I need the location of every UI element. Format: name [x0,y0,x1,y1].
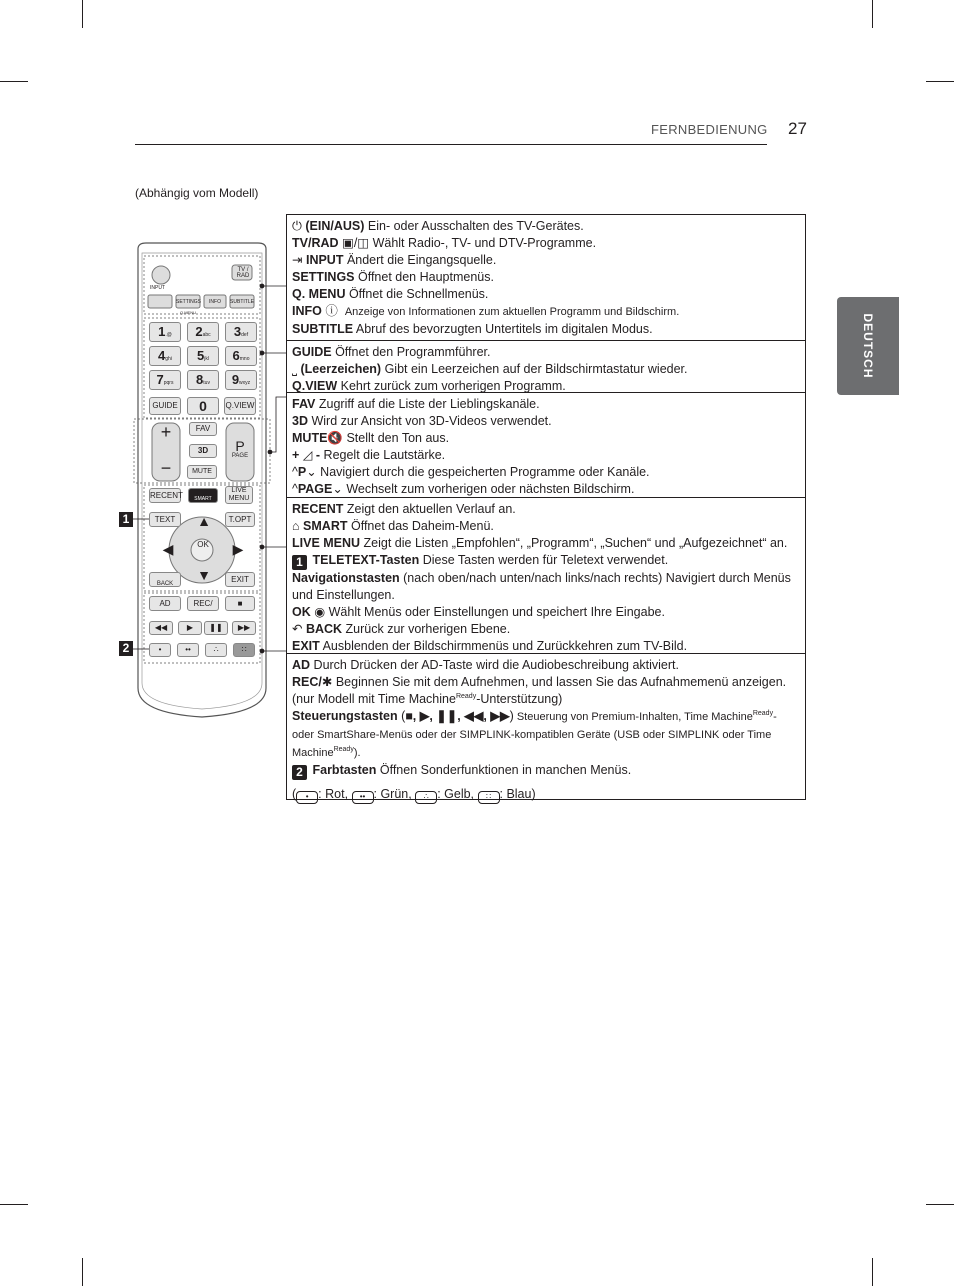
remote-livemenu-key: LIVE MENU [225,486,253,504]
row-fav-group: FAV Zugriff auf die Liste der Lieblingskanäle. 3D Wird zur Ansicht von 3D-Videos verwendet. MUTE🔇 Stellt den Ton aus. + ◿ - Regelt die Lautstärke. ^P⌄ Navigiert durch die gespeicherten Programme oder Kanäle. ^PAGE⌄ Wechselt zum vorherigen oder nächsten Bildschirm. [287,392,805,497]
row-power-group: ⏻ (EIN/AUS) Ein- oder Ausschalten des TV-Gerätes. TV/RAD ▣/◫ Wählt Radio-, TV- und DTV-Programme. ⇥ INPUT Ändert die Eingangsquelle. SETTINGS Öffnet den Hauptmenüs. Q. MENU Öffnet die Schnellmenüs. INFO ⓘ Anzeige von Informationen zum aktuellen Programm und Bildschirm. SUBTITLE Abruf des bevorzugten Untertitels im digitalen Modus. [292,219,680,336]
remote-back-key: BACK [149,572,181,587]
yellow-button-icon: ∴ [415,791,437,804]
remote-letters-label: jkl [204,356,209,362]
remote-recent-key: RECENT [149,488,181,503]
remote-number-label: 3 [233,324,242,339]
remote-subtitle-key: SUBTITLE [230,299,254,305]
remote-number-label: 7 [156,372,164,387]
remote-info-key: INFO [209,299,221,305]
callout-badge-2: 2 [119,641,133,656]
input-icon: ⇥ [292,253,303,267]
remote-qview-key: Q.VIEW [224,397,256,415]
remote-red-key: • [149,643,171,657]
callout-badge-2: 2 [292,765,307,780]
remote-ok-key: OK [197,540,209,549]
playback-icons: ■, ▶, ❚❚, ◀◀, ▶▶ [405,709,510,723]
remote-blue-key: ∷ [233,643,255,657]
page-number: 27 [788,119,807,138]
remote-letters-label: ghi [165,356,172,362]
remote-smart-key: SMART [188,488,218,503]
callout-badge-1: 1 [119,512,133,527]
info-icon: ⓘ [325,304,338,318]
remote-letters-label: def [241,332,249,338]
remote-down-key: ▼ [197,567,211,583]
remote-letters-label: pqrs [163,380,174,386]
remote-mute-key: MUTE [187,465,217,479]
remote-green-key: •• [177,643,199,657]
remote-play-key: ▶ [178,621,202,635]
remote-letters-label: tuv [203,380,210,386]
remote-volume-plus: + [160,422,172,442]
remote-number-label: 5 [197,348,205,363]
remote-pause-key: ❚❚ [204,621,228,635]
remote-forward-key: ▶▶ [232,621,256,635]
remote-3d-key: 3D [189,444,217,458]
mute-icon: 🔇 [327,431,343,445]
row-recent-group: RECENT Zeigt den aktuellen Verlauf an. ⌂ SMART Öffnet das Daheim-Menü. LIVE MENU Zeigt die Listen „Empfohlen“, „Programm“, „Suchen“ und „Aufgezeichnet“ an. 1 TELETEXT-Tasten Diese Tasten werden für Teletext verwendet. Navigationstasten (nach oben/nach unten/nach links/nach rechts) Navigiert durch Menüs und Einstellungen. OK ◉ Wählt Menüs oder Einstellungen und speichert Ihre Eingabe. ↶ BACK Zurück zur vorherigen Ebene. EXIT Ausblenden der Bildschirmmenüs und Zurückkehren zum TV-Bild. [287,497,805,653]
red-button-icon: • [296,791,318,804]
remote-right-key: ▶ [232,541,244,557]
tv-radio-icon: ▣/◫ [342,236,370,250]
language-tab-label: DEUTSCH [861,313,875,379]
remote-number-label: 4 [158,348,166,363]
remote-text-key: TEXT [149,512,181,527]
remote-qmenu-label: Q.MENU [180,310,196,315]
space-icon: ⎵ [292,362,298,376]
remote-topt-key: T.OPT [225,512,255,527]
ok-icon: ◉ [314,605,326,619]
rec-icon: ✱ [321,675,333,689]
remote-number-label: 2 [195,324,203,339]
remote-letters-label: wxyz [239,380,251,386]
remote-volume-minus: − [160,458,172,478]
remote-rewind-key: ◀◀ [149,621,173,635]
remote-zero-key: 0 [187,397,219,415]
remote-fav-key: FAV [189,422,217,436]
remote-up-key: ▲ [197,513,211,529]
remote-number-label: 1 [158,324,166,339]
remote-p-label: P [235,438,245,454]
remote-letters-label: abc [202,332,211,338]
section-title: FERNBEDIENUNG [651,122,768,137]
remote-left-key: ◀ [162,541,174,557]
remote-letters-label: mno [239,356,250,362]
callout-badge-1: 1 [292,555,307,570]
volume-icon: ◿ [302,448,313,462]
remote-input-key: INPUT [150,285,165,291]
row-guide-group: GUIDE Öffnet den Programmführer. ⎵ (Leerzeichen) Gibt ein Leerzeichen auf der Bildschirmtastatur wieder. Q.VIEW Kehrt zurück zum vorherigen Programm. [287,340,805,392]
remote-number-label: 6 [232,348,240,363]
home-icon: ⌂ [292,519,300,533]
remote-letters-label: .@ [165,332,172,338]
remote-yellow-key: ∴ [205,643,227,657]
remote-number-label: 8 [196,372,204,387]
description-table [286,214,806,800]
blue-button-icon: ∷ [478,791,500,804]
back-icon: ↶ [292,622,303,636]
remote-settings-key: SETTINGS [176,299,202,305]
row-ad-group: AD Durch Drücken der AD-Taste wird die Audiobeschreibung aktiviert. REC/✱ Beginnen Sie mit dem Aufnehmen, und lassen Sie das Aufnahmemenü anzeigen. (nur Modell mit Time Machine$^{Ready}$-Unterstützung) Steuerungstasten (■, ▶, ❚❚, ◀◀, ▶▶) Steuerung von Premium-Inhalten, Time Machine$^{Ready}$- oder SmartShare-Menüs oder der SIMPLINK-kompatiblen Geräte (USB oder SIMPLINK oder Time Machine$^{Ready}$). 2 Farbtasten Öffnen Sonderfunktionen in manchen Menüs. ( • : Rot, •• : Grün, ∴ : Gelb, ∷ : Blau) [287,653,805,799]
remote-stop-key: ■ [225,596,255,611]
remote-tvrad-key: TV / RAD [236,267,250,279]
remote-number-label: 9 [231,372,240,387]
remote-page-label: PAGE [231,453,249,459]
remote-rec-key: REC/ [187,596,219,611]
model-note: (Abhängig vom Modell) [135,186,259,200]
remote-exit-key: EXIT [225,572,255,587]
remote-ad-key: AD [149,596,181,611]
green-button-icon: •• [352,791,374,804]
remote-guide-key: GUIDE [149,397,181,415]
